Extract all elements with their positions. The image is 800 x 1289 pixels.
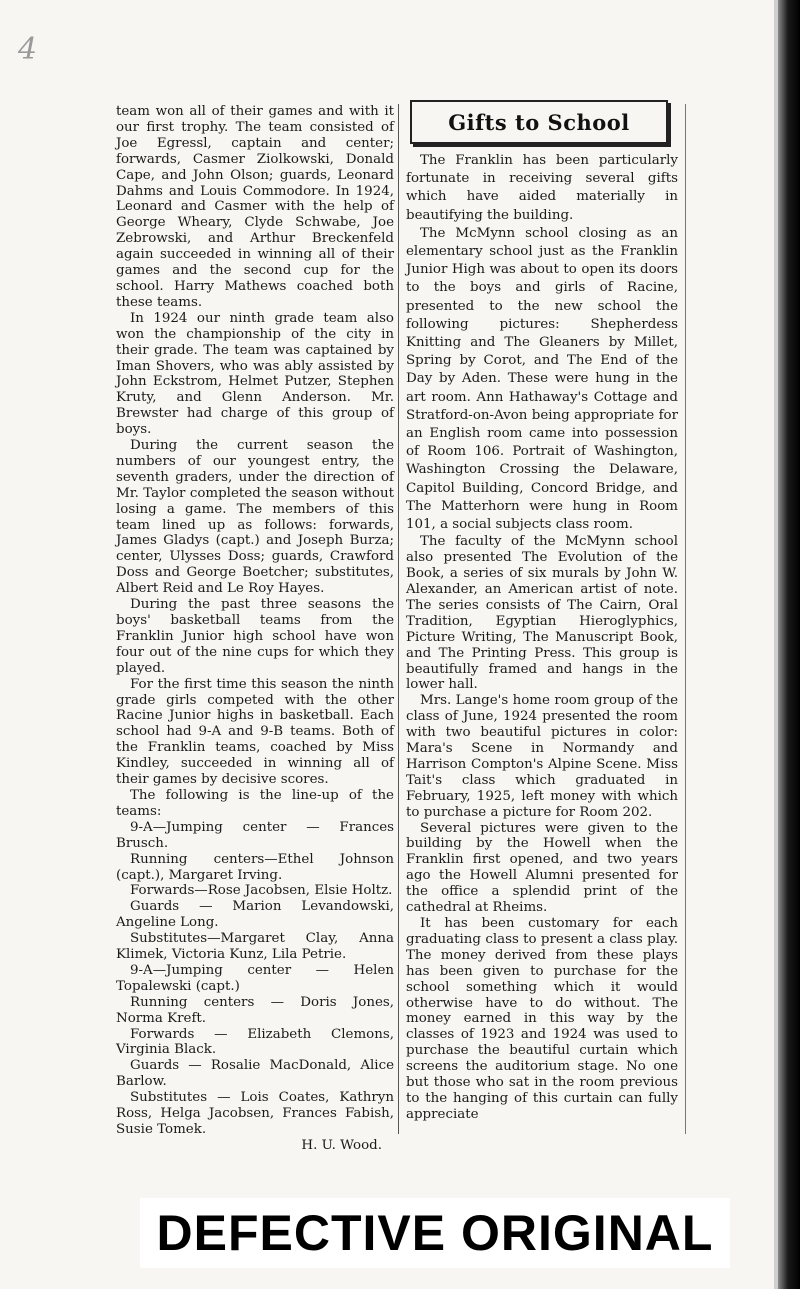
right-column-rule: [685, 104, 686, 1134]
column-divider: [398, 104, 399, 1134]
lineup-entry: Running centers—Ethel Johnson (capt.), Margaret Irving.: [116, 851, 394, 883]
right-column: [406, 152, 678, 1123]
right-paragraph: Several pictures were given to the building by the Howell when the Franklin first opened, and two years ago the Howell Alumni presented for the office a splendid print of the cathedral at Rheims.: [406, 820, 678, 916]
lineup-entry: 9-A—Jumping center — Frances Brusch.: [116, 819, 394, 851]
lineup-entry: Substitutes—Margaret Clay, Anna Klimek, Victoria Kunz, Lila Petrie.: [116, 931, 394, 963]
left-paragraph: During the past three seasons the boys' basketball teams from the Franklin Junior high school have won four out of the nine cups for which they played.: [116, 597, 394, 676]
right-paragraph: The Franklin has been particularly fortunate in receiving several gifts which have aided materially in beautifying the building.: [406, 153, 678, 223]
lineup-entry: Forwards — Elizabeth Clemons, Virginia Black.: [116, 1026, 394, 1058]
lineup-entry: Forwards—Rose Jacobsen, Elsie Holtz.: [130, 883, 393, 899]
left-paragraph: In 1924 our ninth grade team also won the championship of the city in their grade. The team was captained by Iman Shovers, who was ably assisted by John Eckstrom, Helmet Putzer, Stephen Kruty, and Glenn Anderson. Mr. Brewster had charge of this group of boys.: [116, 310, 394, 438]
page-number: 4: [18, 32, 39, 67]
scan-edge: [778, 0, 800, 1289]
left-column: [116, 104, 394, 1154]
author-signature: H. U. Wood.: [301, 1137, 382, 1153]
right-paragraph: The faculty of the McMynn school also presented The Evolution of the Book, a series of six murals by John W. Alexander, an American artist of note. The series consists of The Cairn, Oral Tradition, Egyptian Hieroglyphics, Picture Writing, The Manuscript Book, and The Printing Press. This group is beautifully framed and hangs in the lower hall.: [406, 534, 678, 693]
lineup-entry: Guards — Marion Levandowski, Angeline Long.: [116, 899, 394, 931]
right-paragraph: The McMynn school closing as an elementary school just as the Franklin Junior High was about to open its doors to the boys and girls of Racine, presented to the new school the following pictures: Shepherdess Knitting and The Gleaners by Millet, Spring by Corot, and The End of the Day by Aden. These were hung in the art room. Ann Hathaway's Cottage and Stratford-on-Avon being appropriate for an English room came into possession of Room 106. Portrait of Washington, Washington Crossing the Delaware, Capitol Building, Concord Bridge, and The Matterhorn were hung in Room 101, a social subjects class room.: [406, 225, 678, 533]
left-paragraph: For the first time this season the ninth grade girls competed with the other Racine Junior highs in basketball. Each school had 9-A and 9-B teams. Both of the Franklin teams, coached by Miss Kindley, succeeded in winning all of their games by decisive scores.: [116, 676, 394, 788]
lineup-entry: Substitutes — Lois Coates, Kathryn Ross, Helga Jacobsen, Frances Fabish, Susie Tomek.: [116, 1090, 394, 1137]
banner-text: DEFECTIVE ORIGINAL: [156, 1205, 714, 1261]
left-paragraph: The following is the line-up of the teams:: [116, 787, 394, 819]
left-paragraph: team won all of their games and with it our first trophy. The team consisted of Joe Egressl, captain and center; forwards, Casmer Ziolkowski, Donald Cape, and John Olson; guards, Leonard Dahms and Louis Commodore. In 1924, Leonard and Casmer with the help of George Wheary, Clyde Schwabe, Joe Zebrowski, and Arthur Breckenfeld again succeeded in winning all of their games and the second cup for the school. Harry Mathews coached both these teams.: [116, 104, 394, 310]
defective-original-banner: [140, 1198, 730, 1268]
left-paragraph: During the current season the numbers of our youngest entry, the seventh graders, under the direction of Mr. Taylor completed the season without losing a game. The members of this team lined up as follows: forwards, James Gladys (capt.) and Joseph Burza; center, Ulysses Doss; guards, Crawford Doss and George Boetcher; substitutes, Albert Reid and Le Roy Hayes.: [116, 438, 394, 597]
right-paragraph: Mrs. Lange's home room group of the class of June, 1924 presented the room with two beautiful pictures in color: Mara's Scene in Normandy and Harrison Compton's Alpine Scene. Miss Tait's class which graduated in February, 1925, left money with which to purchase a picture for Room 202.: [406, 693, 678, 820]
right-paragraph: It has been customary for each graduating class to present a class play. The money derived from these plays has been given to purchase for the school something which it would otherwise have to do without. The money earned in this way by the classes of 1923 and 1924 was used to purchase the beautiful curtain which screens the auditorium stage. No one but those who sat in the room previous to the hanging of this curtain can fully appreciate: [406, 916, 678, 1122]
lineup-entry: 9-A—Jumping center — Helen Topalewski (capt.): [116, 962, 394, 994]
lineup-entry: Running centers — Doris Jones, Norma Kreft.: [116, 994, 394, 1026]
lineup-entry: Guards — Rosalie MacDonald, Alice Barlow.: [116, 1058, 394, 1090]
headline-box: [410, 100, 668, 144]
article-headline: Gifts to School: [448, 109, 630, 135]
